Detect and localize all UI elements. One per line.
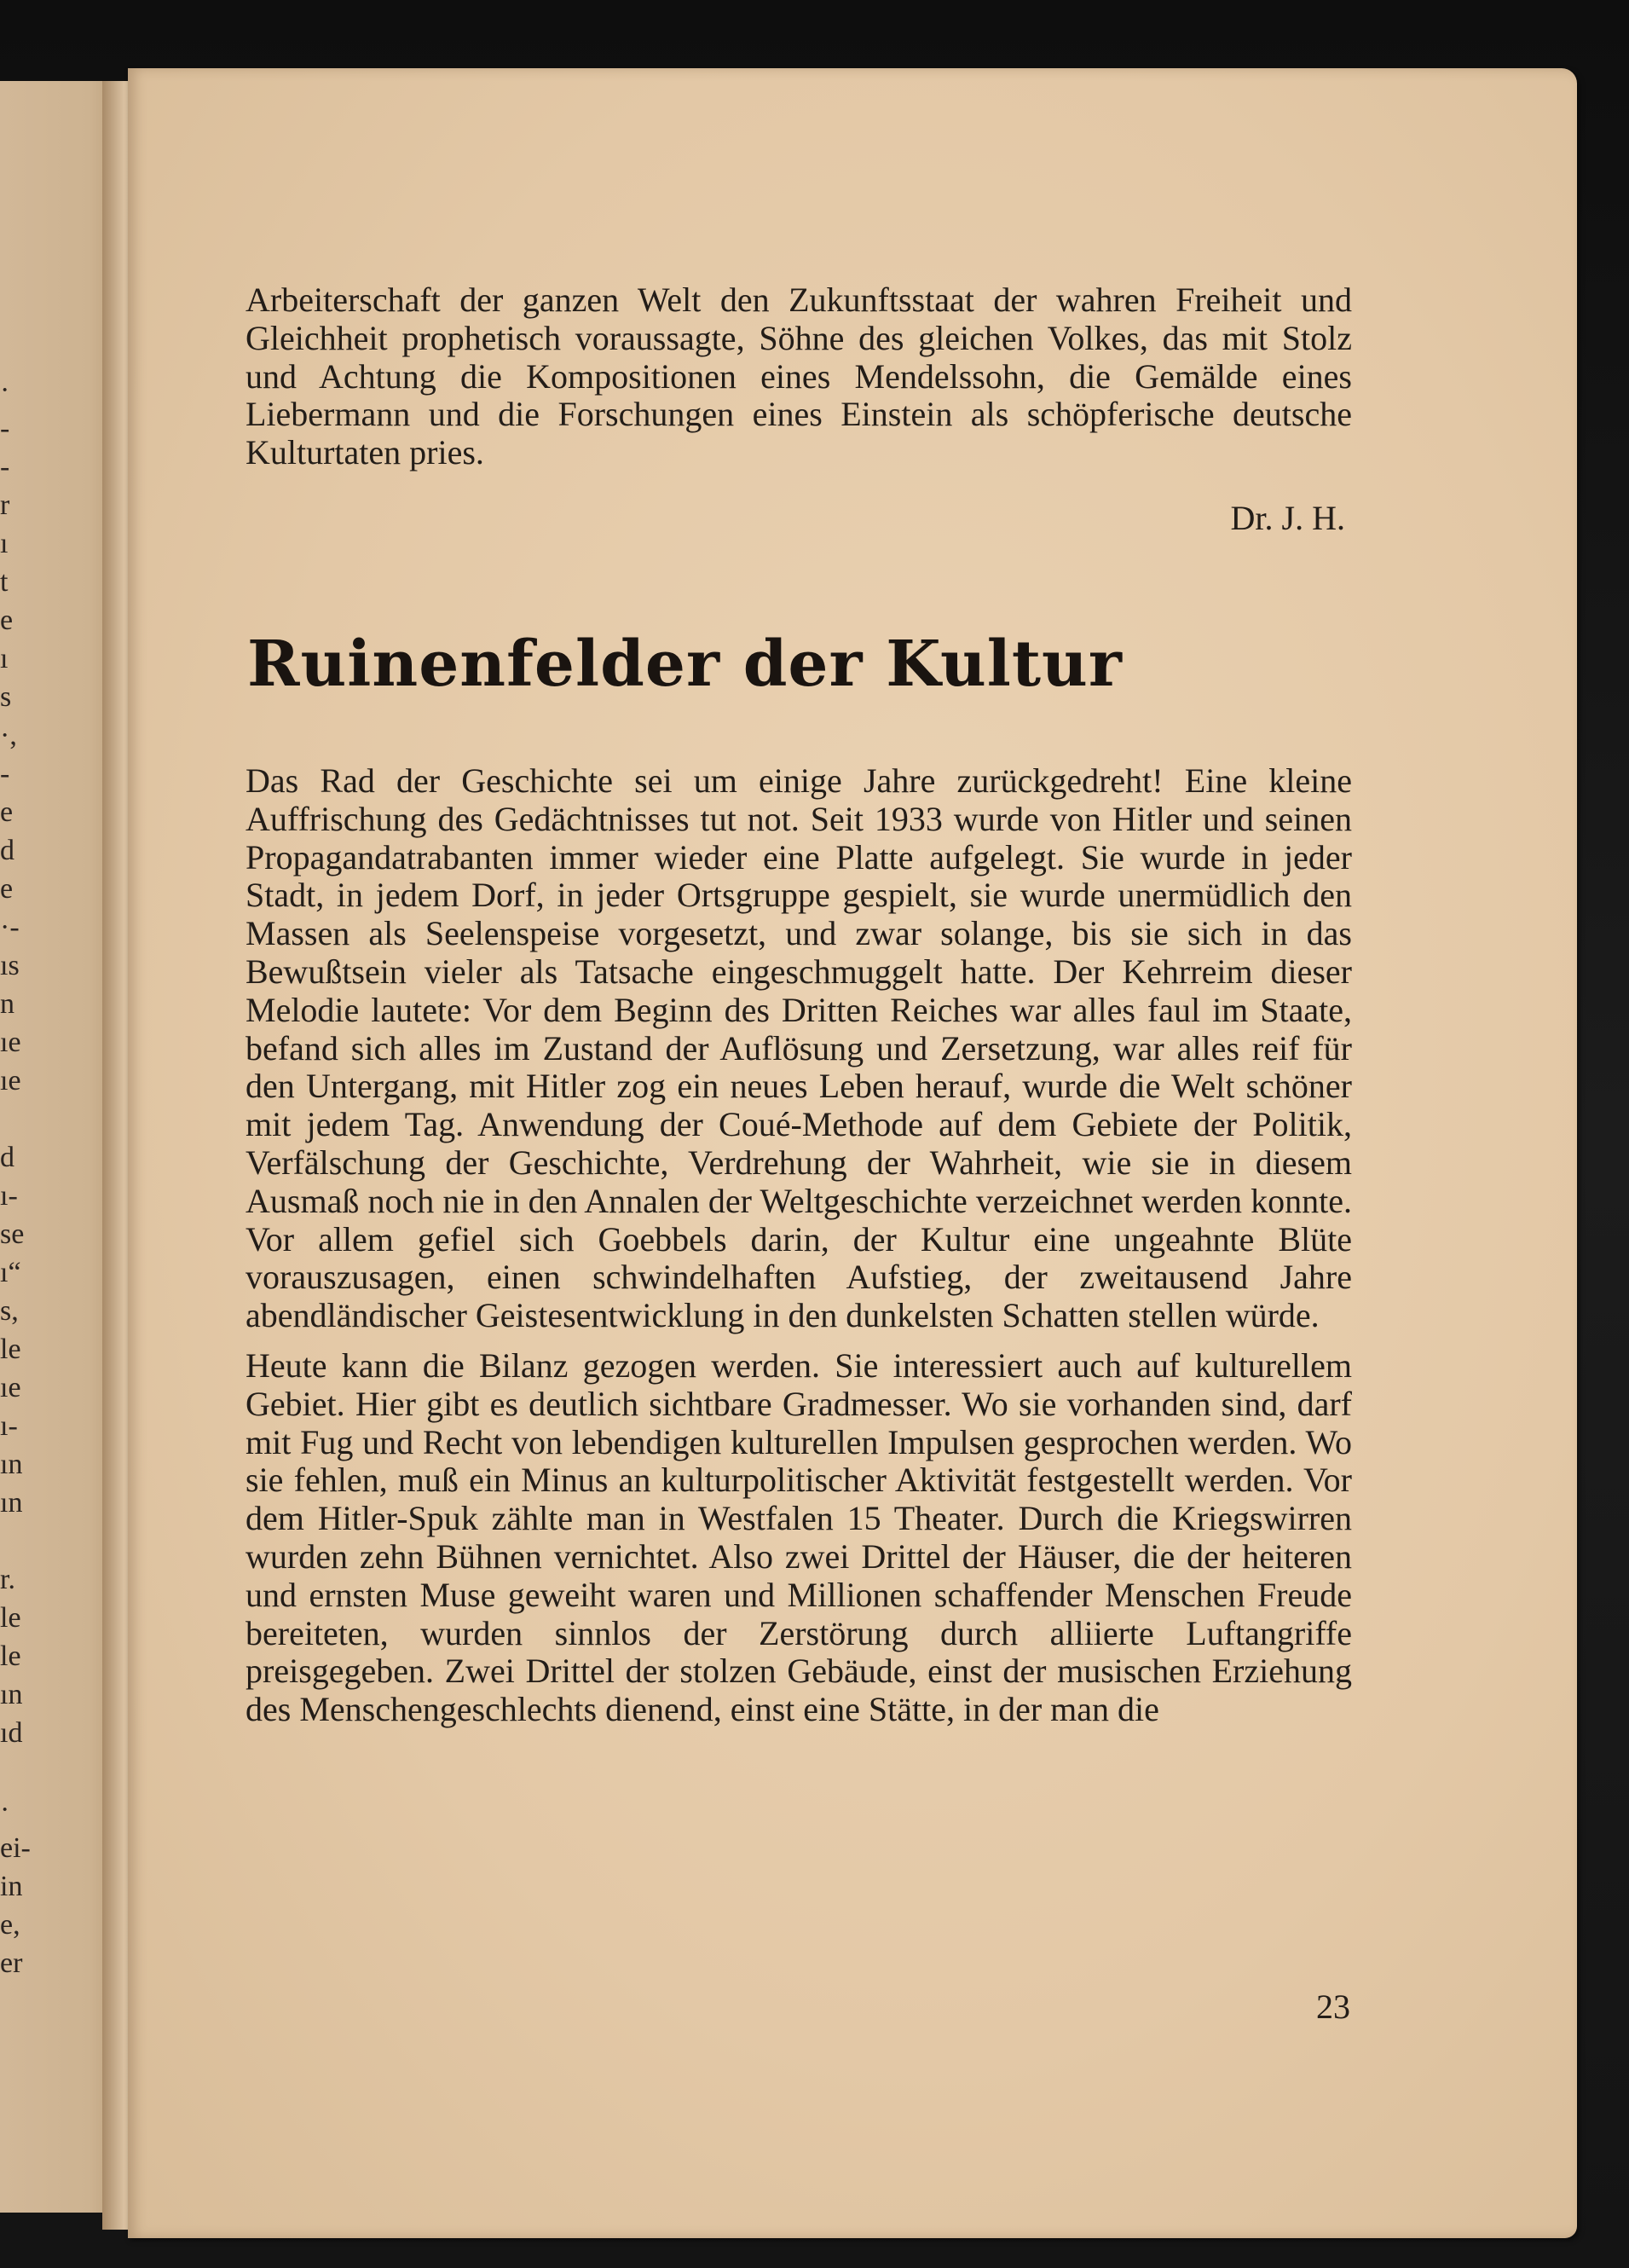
left-page-fragment: ı“ (0, 1257, 21, 1288)
left-page-fragment: ı- (0, 1180, 18, 1212)
left-page-fragment: ei- (0, 1832, 31, 1864)
left-page-fragment (0, 1522, 34, 1560)
left-page-fragment: ı- (0, 1410, 18, 1442)
author-signature: Dr. J. H. (1230, 498, 1345, 537)
left-page-fragment: e, (0, 1909, 20, 1941)
left-page-fragment: ı (0, 643, 9, 674)
intro-paragraph: Arbeiterschaft der ganzen Welt den Zukunftsstaat der wahren Freiheit und Gleichheit prophetisch voraussagte, Söhne des gleichen Volkes, das mit Stolz und Achtung die Kompositionen eines Mendelssohn, die Gemälde eines Liebermann und die Forschungen eines Einstein als schöpferische deutsche Kulturtaten pries. (246, 281, 1352, 472)
left-page-fragment: ·, (0, 720, 17, 751)
article-paragraph-1: Das Rad der Geschichte sei um einige Jahre zurückgedreht! Eine kleine Auffrischung des Gedächtnisses tut not. Seit 1933 wurde von Hitler und seinen Propagandatrabanten immer wieder eine Platte aufgelegt. Sie wurde in jeder Stadt, in jedem Dorf, in jeder Ortsgruppe gespielt, sie wurde unermüdlich den Massen als Seelenspeise vorgesetzt, und zwar solange, bis sie sich in das Bewußtsein vieler als Tatsache eingeschmuggelt hatte. Der Kehrreim dieser Melodie lautete: Vor dem Beginn des Dritten Reiches war alles faul im Staate, befand sich alles im Zustand der Auflösung und Zersetzung, war alles reif für den Untergang, mit Hitler zog ein neues Leben herauf, wurde die Welt schöner mit jedem Tag. Anwendung der Coué-Methode auf dem Gebiete der Politik, Verfälschung der Geschichte, Verdrehung der Wahrheit, wie sie in diesem Ausmaß noch nie in den Annalen der Weltgeschichte verzeichnet werden konnte. Vor allem gefiel sich Goebbels darin, der Kultur eine ungeahnte Blüte vorauszusagen, einen schwindelhaften Aufstieg, der zweitausend Jahre abendländischer Geistesentwicklung in den dunkelsten Schatten stellen würde. (246, 761, 1352, 1335)
left-page-fragment: d (0, 835, 14, 866)
left-page-fragment: n (0, 988, 14, 1020)
left-page-fragment: s, (0, 1295, 19, 1327)
article-paragraph-2: Heute kann die Bilanz gezogen werden. Sie interessiert auch auf kulturellem Gebiet. Hier gibt es deutlich sichtbare Gradmesser. Wo sie vorhanden sind, darf mit Fug und Recht von lebendigen kulturellen Impulsen gesprochen werden. Wo sie fehlen, muß ein Minus an kulturpolitischer Aktivität festgestellt werden. Vor dem Hitler-Spuk zählte man in Westfalen 15 Theater. Durch die Kriegswirren wurden zehn Bühnen vernichtet. Also zwei Drittel der Häuser, die der heiteren und ernsten Muse geweiht waren und Millionen schaffender Menschen Freude bereiteten, wurden sinnlos der Zerstörung durch alliierte Luftangriffe preisgegeben. Zwei Drittel der stolzen Gebäude, einst der musischen Erziehung des Menschengeschlechts dienend, einst eine Stätte, in der man die (246, 1345, 1352, 1729)
left-page-fragment: le (0, 1602, 21, 1634)
left-page-fragment: er (0, 1947, 23, 1979)
left-page-fragment: r (0, 489, 10, 521)
left-page-fragment: in (0, 1871, 23, 1902)
left-page-fragment: le (0, 1640, 21, 1672)
left-page-fragment (0, 1100, 34, 1138)
left-page-fragment: le (0, 1334, 21, 1365)
left-page-fragment: ın (0, 1487, 23, 1519)
left-page-fragment: e (0, 873, 14, 905)
left-page-fragment: r. (0, 1564, 15, 1595)
left-page-fragment (0, 1752, 34, 1791)
left-page-fragment: - (0, 413, 10, 444)
left-page-fragment: ıe (0, 1065, 21, 1096)
left-page-fragment: - (0, 451, 10, 483)
left-page-fragment: e (0, 605, 14, 636)
article-title: Ruinenfelder der Kultur (247, 627, 1123, 701)
left-page-fragment: s (0, 681, 12, 713)
left-page-fragment: ıe (0, 1372, 21, 1403)
left-page-fragment: ın (0, 1449, 23, 1480)
left-page-fragment: ı (0, 528, 9, 559)
left-page-fragment: · (0, 1794, 10, 1825)
left-page-fragment: ıe (0, 1027, 21, 1058)
left-page-fragment: se (0, 1218, 25, 1250)
left-page-fragment: e (0, 796, 14, 828)
left-page-fragment: d (0, 1142, 14, 1173)
left-page-fragment: ın (0, 1679, 23, 1710)
left-page-fragment: · (0, 374, 10, 406)
page-content (246, 281, 1352, 1729)
page-number: 23 (1316, 1987, 1350, 2026)
left-page-fragment: t (0, 566, 9, 598)
left-page-fragment: ·- (0, 911, 20, 943)
left-page-fragment: ıs (0, 950, 20, 981)
left-page-text-fragments (0, 371, 34, 1982)
left-page-fragment: ıd (0, 1717, 23, 1749)
left-page-fragment: - (0, 758, 10, 790)
